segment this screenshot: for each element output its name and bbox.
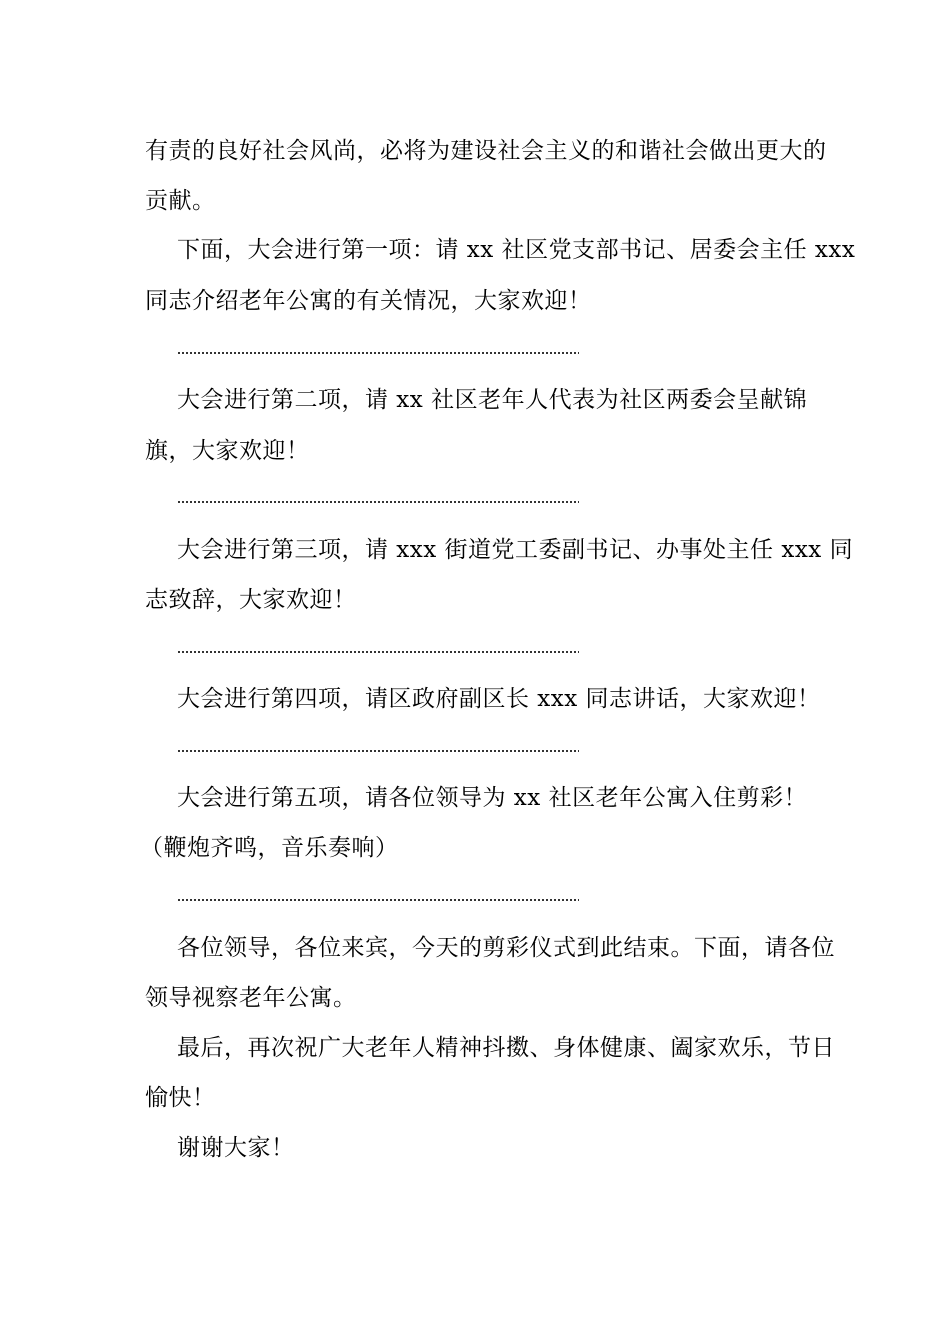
text-line: 大会进行第四项，请区政府副区长 xxx 同志讲话，大家欢迎！ (177, 686, 821, 712)
text-line: 谢谢大家！ (177, 1135, 295, 1161)
text-line: 大会进行第三项，请 xxx 街道党工委副书记、办事处主任 xxx 同 (177, 537, 854, 563)
text-line: 各位领导，各位来宾，今天的剪彩仪式到此结束。下面，请各位 (177, 935, 835, 961)
dotted-separator (177, 351, 579, 355)
text-line: 最后，再次祝广大老年人精神抖擞、身体健康、阖家欢乐，节日 (177, 1035, 835, 1061)
text-line: 下面，大会进行第一项：请 xx 社区党支部书记、居委会主任 xxx (177, 237, 856, 263)
dotted-separator (177, 898, 579, 902)
text-line: 愉快！ (145, 1085, 216, 1111)
text-line: 大会进行第二项，请 xx 社区老年人代表为社区两委会呈献锦 (177, 387, 808, 413)
text-line: 领导视察老年公寓。 (145, 985, 357, 1011)
dotted-separator (177, 749, 579, 753)
text-line: 志致辞，大家欢迎！ (145, 587, 357, 613)
dotted-separator (177, 500, 579, 504)
text-line: 大会进行第五项，请各位领导为 xx 社区老年公寓入住剪彩！ (177, 785, 808, 811)
text-line: 有责的良好社会风尚，必将为建设社会主义的和谐社会做出更大的 (145, 138, 827, 164)
text-line: 贡献。 (145, 188, 216, 214)
dotted-separator (177, 650, 579, 654)
text-line: 旗，大家欢迎！ (145, 438, 310, 464)
text-line: 同志介绍老年公寓的有关情况，大家欢迎！ (145, 288, 592, 314)
text-line: （鞭炮齐鸣，音乐奏响） (140, 835, 399, 861)
